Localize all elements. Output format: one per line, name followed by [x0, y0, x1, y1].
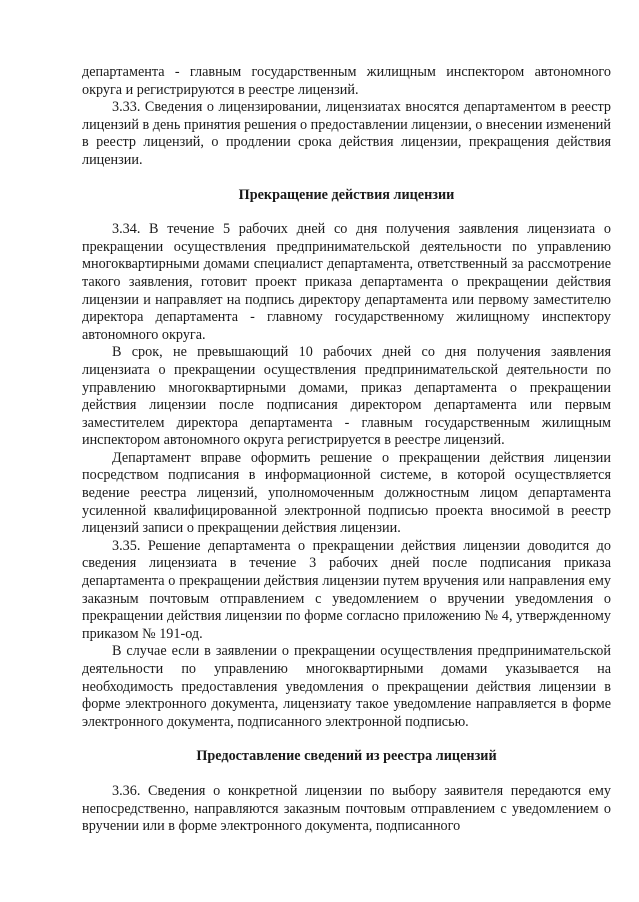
- paragraph-3-35: 3.35. Решение департамента о прекращении действия лицензии доводится до сведения лицензиата в течение 3 рабочих дней после подписания приказа департамента о прекращении действия лицензии путем вручения или направления ему заказным почтовым отправлением с уведомлением о вручении уведомления о прекращении действия лицензии по форме согласно приложению № 4, утвержденному приказом № 191-од.: [82, 537, 611, 642]
- paragraph-3-33: 3.33. Сведения о лицензировании, лицензиатах вносятся департаментом в реестр лицензий в день принятия решения о предоставлении лицензии, о внесении изменений в реестр лицензий, о продлении срока действия лицензии, прекращения действия лицензии.: [82, 99, 611, 168]
- paragraph-continuation: департамента - главным государственным жилищным инспектором автономного округа и регистрируются в реестре лицензий.: [82, 64, 611, 98]
- paragraph-3-34: 3.34. В течение 5 рабочих дней со дня получения заявления лицензиата о прекращении осуществления предпринимательской деятельности по управлению многоквартирными домами специалист департамента, ответственный за рассмотрение такого заявления, готовит проект приказа департамента о прекращении действия лицензии и направляет на подпись директору департамента или первому заместителю директора департамента - главному государственному жилищному инспектору автономного округа.: [82, 221, 611, 343]
- document-page: [82, 64, 611, 836]
- section-heading-registry-info: Предоставление сведений из реестра лицензий: [196, 748, 497, 765]
- section-heading-termination: Прекращение действия лицензии: [238, 186, 455, 203]
- paragraph-electronic-notice: В случае если в заявлении о прекращении осуществления предпринимательской деятельности по управлению многоквартирными домами указывается на необходимость предоставления уведомления о прекращении действия лицензии в форме электронного документа, лицензиату такое уведомление направляется в форме электронного документа, подписанного электронной подписью.: [82, 643, 611, 730]
- paragraph-3-36: 3.36. Сведения о конкретной лицензии по выбору заявителя передаются ему непосредственно, направляются заказным почтовым отправлением с уведомлением о вручении или в форме электронного документа, подписанного: [82, 782, 611, 835]
- paragraph-term-10-days: В срок, не превышающий 10 рабочих дней со дня получения заявления лицензиата о прекращении осуществления предпринимательской деятельности по управлению многоквартирными домами, приказ департамента о прекращении действия лицензии после подписания директором департамента или первым заместителем директора департамента - главным государственным жилищным инспектором автономного округа регистрируется в реестре лицензий.: [82, 344, 611, 449]
- paragraph-electronic-decision: Департамент вправе оформить решение о прекращении действия лицензии посредством подписания в информационной системе, в которой осуществляется ведение реестра лицензий, уполномоченным должностным лицом департамента усиленной квалифицированной электронной подписью проекта вносимой в реестр лицензий записи о прекращении действия лицензии.: [82, 449, 611, 537]
